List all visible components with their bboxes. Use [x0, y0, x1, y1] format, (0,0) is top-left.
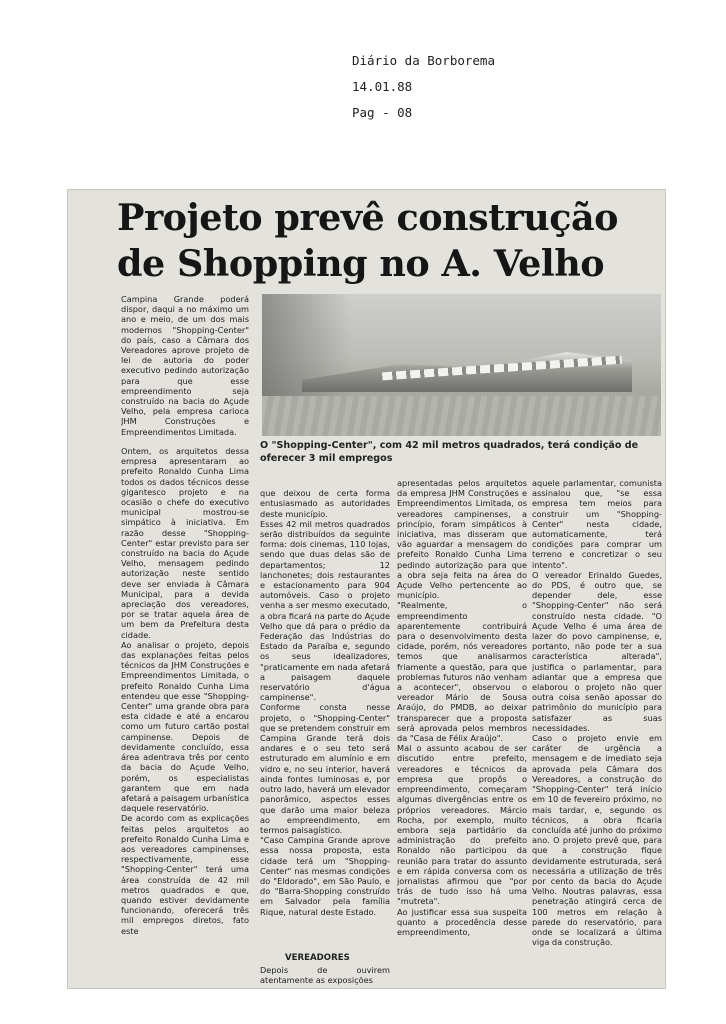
- column-1-body: Ontem, os arquitetos dessa empresa apresentaram ao prefeito Ronaldo Cunha Lima todos os dados técnicos desse gigantesco projeto e na ocasião o chefe do executivo municipal mostrou-se simpático à iniciativa. Em razão desse "Shopping-Center" estar previsto para ser construído na bacia do Açude Velho, mensagem pedindo autorização neste sentido deve ser enviada à Câmara Municipal, para a devida apreciação dos vereadores, por se tratar aquela área de um bem da Prefeitura desta cidade. Ao analisar o projeto, depois das explanações feitas pelos técnicos da JHM Construções e Empreendimentos Limitada, o prefeito Ronaldo Cunha Lima entendeu que esse "Shopping-Center" uma grande obra para esta cidade e até a encarou como um futuro cartão postal campinense. Depois de devidamente concluído, essa área adentrava três por cento da bacia do Açude Velho, porém, os especialistas garantem que em nada afetará a paisagem urbanística daquele reservatório. De acordo com as explicações feitas pelos arquitetos ao prefeito Ronaldo Cunha Lima e aos vereadores campinenses, respectivamente, esse "Shopping-Center" terá uma área construída de 42 mil metros quadrados e que, quando estiver devidamente funcionando, oferecerá três mil empregos diretos, fato este: [121, 446, 249, 936]
- subheading-vereadores: VEREADORES: [285, 953, 350, 963]
- newspaper-name: Diário da Borborema: [352, 53, 495, 68]
- newspaper-clipping: [67, 189, 666, 989]
- column-1-intro: Campina Grande poderá dispor, daqui a no máximo um ano e meio, de um dos mais modernos "Shopping-Center" do país, caso a Câmara dos Vereadores aprove projeto de lei de autoria do poder executivo pedindo autorização para que esse empreendimento seja construído na bacia do Açude Velho, pela empresa carioca JHM Construções e Empreendimentos Limitada.: [121, 294, 249, 437]
- column-2-body: [260, 478, 390, 986]
- headline-line-2: de Shopping no A. Velho: [117, 242, 605, 285]
- headline-line-1: Projeto prevê construção: [117, 196, 618, 239]
- column-2-text: que deixou de certa forma entusiasmado as autoridades deste município. Esses 42 mil metros quadrados serão distribuídos da seguinte forma: dois cinemas, 110 lojas, sendo que duas delas são de departamentos; 12 lanchonetes; dois restaurantes e estacionamento para 904 automóveis. Caso o projeto venha a ser mesmo executado, a obra ficará na parte do Açude Velho que dá para o prédio da Federação das Indústrias do Estado da Paraíba e, segundo os seus idealizadores, "praticamente em nada afetará a paisagem daquele reservatório d'água campinense". Conforme consta nesse projeto, o "Shopping-Center" que se pretendem construir em Campina Grande terá dois andares e o seu teto será estruturado em alumínio e em vidro e, no seu interior, haverá ainda fontes luminosas e, por outro lado, haverá um elevador panorâmico, aspectos esses que darão uma maior beleza ao empreendimento, em termos paisagístico. "Caso Campina Grande aprove essa nossa proposta, esta cidade terá um "Shopping-Center" nas mesmas condições do "Eldorado", em São Paulo, e do "Barra-Shopping construído em Salvador pela família Rique, natural deste Estado.: [260, 488, 390, 917]
- column-4-body: aquele parlamentar, comunista assinalou que, "se essa empresa tem meios para construir um "Shopping-Center" nesta cidade, automaticamente, terá condições para comprar um terreno e concretizar o seu intento". O vereador Erinaldo Guedes, do PDS, é outro que, se depender dele, esse "Shopping-Center" não será construído nesta cidade. "O Açude Velho é uma área de lazer do povo campinense, e, portanto, não pode ter a sua característica alterada", justifica o parlamentar, para adiantar que a empresa que elaborou o projeto não quer outra coisa senão apossar do patrimônio do município para satisfazer as suas necessidades. Caso o projeto envie em caráter de urgência a mensagem e de imediato seja aprovada pela Câmara dos Vereadores, a construção do "Shopping-Center" terá início em 10 de fevereiro próximo, no mais tardar, e, segundo os técnicos, a obra ficaria concluída até junho do próximo ano. O projeto prevê que, para que a construção fique devidamente estruturada, será necessária a utilização de três por cento da bacia do Açude Velho. Noutras palavras, essa penetração atingirá cerca de 100 metros em relação à parede do reservatório, para onde se localizará a última viga da construção.: [532, 478, 662, 948]
- publication-date: 14.01.88: [352, 79, 413, 94]
- page-number: Pag - 08: [352, 105, 413, 120]
- photo-caption: O "Shopping-Center", com 42 mil metros quadrados, terá condição de oferecer 3 mil empregos: [260, 440, 639, 464]
- column-2-end: Depois de ouvirem atentamente as exposições: [260, 965, 390, 986]
- column-3-body: apresentadas pelos arquitetos da empresa JHM Construções e Empreendimentos Limitada, os vereadores campinenses, a princípio, foram simpáticos à iniciativa, mas disseram que vão aguardar a mensagem do prefeito Ronaldo Cunha Lima pedindo autorização para que a obra seja feita na área do Açude Velho pertencente ao município. "Realmente, o empreendimento aparentemente contribuirá para o desenvolvimento desta cidade, porém, nós vereadores temos que analisarmos friamente a questão, para que problemas futuros não venham a acontecer", observou o vereador Mário de Sousa Araújo, do PMDB, ao deixar transparecer que a proposta será aprovada pelos membros da "Casa de Félix Araújo". Mal o assunto acabou de ser discutido entre prefeito, vereadores e técnicos da empresa que propôs o empreendimento, começaram algumas divergências entre os próprios vereadores. Márcio Rocha, por exemplo, muito embora seja partidário da administração do prefeito Ronaldo não participou da reunião para tratar do assunto e em rápida conversa com os jornalistas afirmou que "por trás de tudo isso há uma "mutreta". Ao justificar essa sua suspeita quanto a procedência desse empreendimento,: [397, 478, 527, 937]
- document-header: [352, 48, 572, 126]
- article-headline: [117, 195, 662, 287]
- shopping-center-photo: [262, 294, 661, 436]
